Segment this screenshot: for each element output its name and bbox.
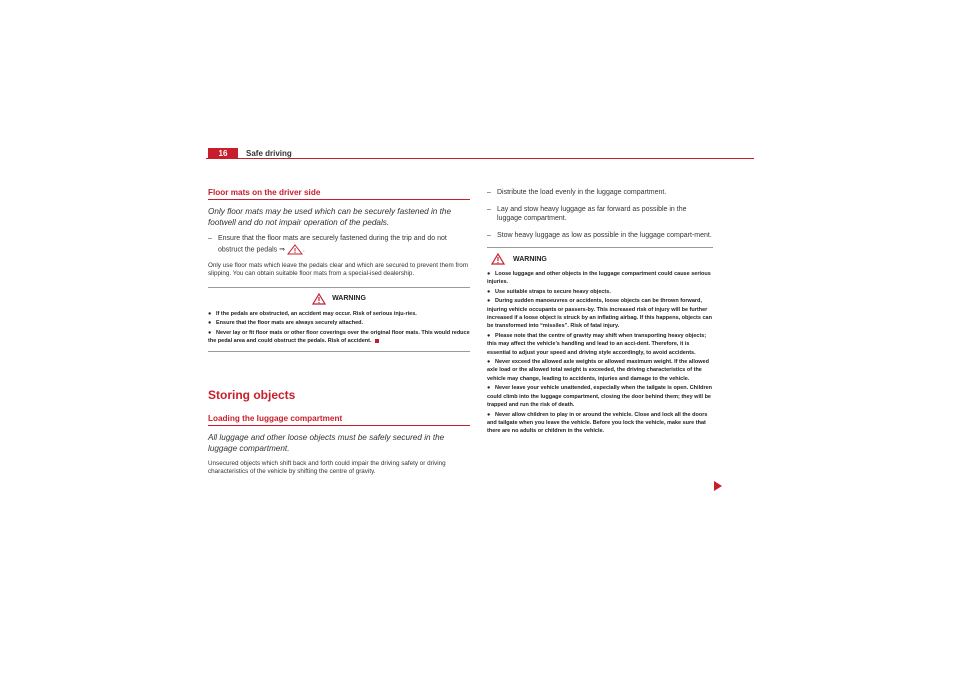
luggage-warning-box — [487, 247, 713, 441]
warning-item: ● Never exceed the allowed axle weights or allowed maximum weight. If the allowed axle load or the allowed total weight is exceeded, the driving characteristics of the vehicle may change, leading to accidents, injuries and damage to the vehicle. — [487, 359, 709, 382]
loading-luggage-lead: All luggage and other loose objects must be safely secured in the luggage compartment. — [208, 432, 445, 453]
warning-item: ● If the pedals are obstructed, an accident may occur. Risk of serious inju-ries. — [208, 310, 417, 317]
luggage-step: – Distribute the load evenly in the luggage compartment. — [487, 189, 667, 196]
loading-luggage-title: Loading the luggage compartment — [208, 414, 470, 426]
warning-triangle-icon — [491, 253, 505, 265]
warning-item: ● During sudden manoeuvres or accidents, loose objects can be thrown forward, injuring vehicle occupants or passers-by. This increased risk of injury will be further increased if a loose object is struck by an inflating airbag. If this happens, objects can be transformed into “missiles”. Risk of fatal injury. — [487, 298, 712, 330]
floor-mats-lead: Only floor mats may be used which can be securely fastened in the footwell and do not impair operation of the pedals. — [208, 207, 452, 227]
loading-luggage-body: Unsecured objects which shift back and forth could impair the driving safety or driving characteristics of the vehicle by shifting the centre of gravity. — [208, 459, 446, 476]
warning-item: ● Never lay or fit floor mats or other floor coverings over the original floor mats. This would reduce the pedal area and could obstruct the pedals. Risk of accident. — [208, 329, 470, 345]
warning-triangle-icon — [312, 293, 326, 305]
warning-triangle-icon — [287, 244, 303, 255]
warning-item: ● Never leave your vehicle unattended, especially when the tailgate is open. Children could climb into the luggage compartment, closing the door behind them; they will be trapped and run the risk of death. — [487, 385, 713, 409]
left-column — [208, 188, 470, 485]
warning-label: WARNING — [332, 295, 366, 303]
warning-item: ● Please note that the centre of gravity may shift when transporting heavy objects; this may affect the vehicle’s handling and lead to an acci-dent. Therefore, it is essential to adjust your speed and driving style accordingly, to avoid accidents. — [487, 332, 707, 356]
storing-objects-title: Storing objects — [208, 387, 296, 402]
warning-header — [208, 293, 470, 305]
warning-item: ● Never allow children to play in or around the vehicle. Close and lock all the doors and tailgate when you leave the vehicle. Before you lock the vehicle, make sure that there are no adults or children in the vehicle. — [487, 411, 708, 435]
floor-mats-step: – Ensure that the floor mats are securely fastened during the trip and do not obstruct the pedals ⇒ . — [208, 235, 447, 253]
header-rule — [206, 158, 754, 159]
warning-item: ● Loose luggage and other objects in the luggage compartment could cause serious injuries. — [487, 271, 711, 286]
floor-mats-step-text: Ensure that the floor mats are securely fastened during the trip and do not obstruct the pedals ⇒ — [218, 235, 447, 253]
section-end-mark — [375, 339, 379, 343]
warning-item: ● Use suitable straps to secure heavy objects. — [487, 288, 611, 295]
continue-arrow-icon — [714, 481, 722, 491]
page-number: 16 — [208, 148, 238, 159]
warning-header — [487, 253, 713, 265]
right-column — [487, 188, 712, 441]
warning-item: ● Ensure that the floor mats are always securely attached. — [208, 320, 364, 327]
luggage-step: – Stow heavy luggage as low as possible in the luggage compart-ment. — [487, 231, 712, 239]
floor-mats-title: Floor mats on the driver side — [208, 188, 470, 200]
floor-mats-warning-box — [208, 287, 470, 352]
warning-label: WARNING — [513, 255, 547, 263]
luggage-step: – Lay and stow heavy luggage as far forward as possible in the luggage compartment. — [487, 205, 687, 222]
chapter-title: Safe driving — [246, 149, 292, 158]
floor-mats-body: Only use floor mats which leave the pedals clear and which are secured to prevent them from slipping. You can obtain suitable floor mats from a special-ised dealership. — [208, 261, 469, 278]
dash-marker: – — [208, 235, 212, 242]
